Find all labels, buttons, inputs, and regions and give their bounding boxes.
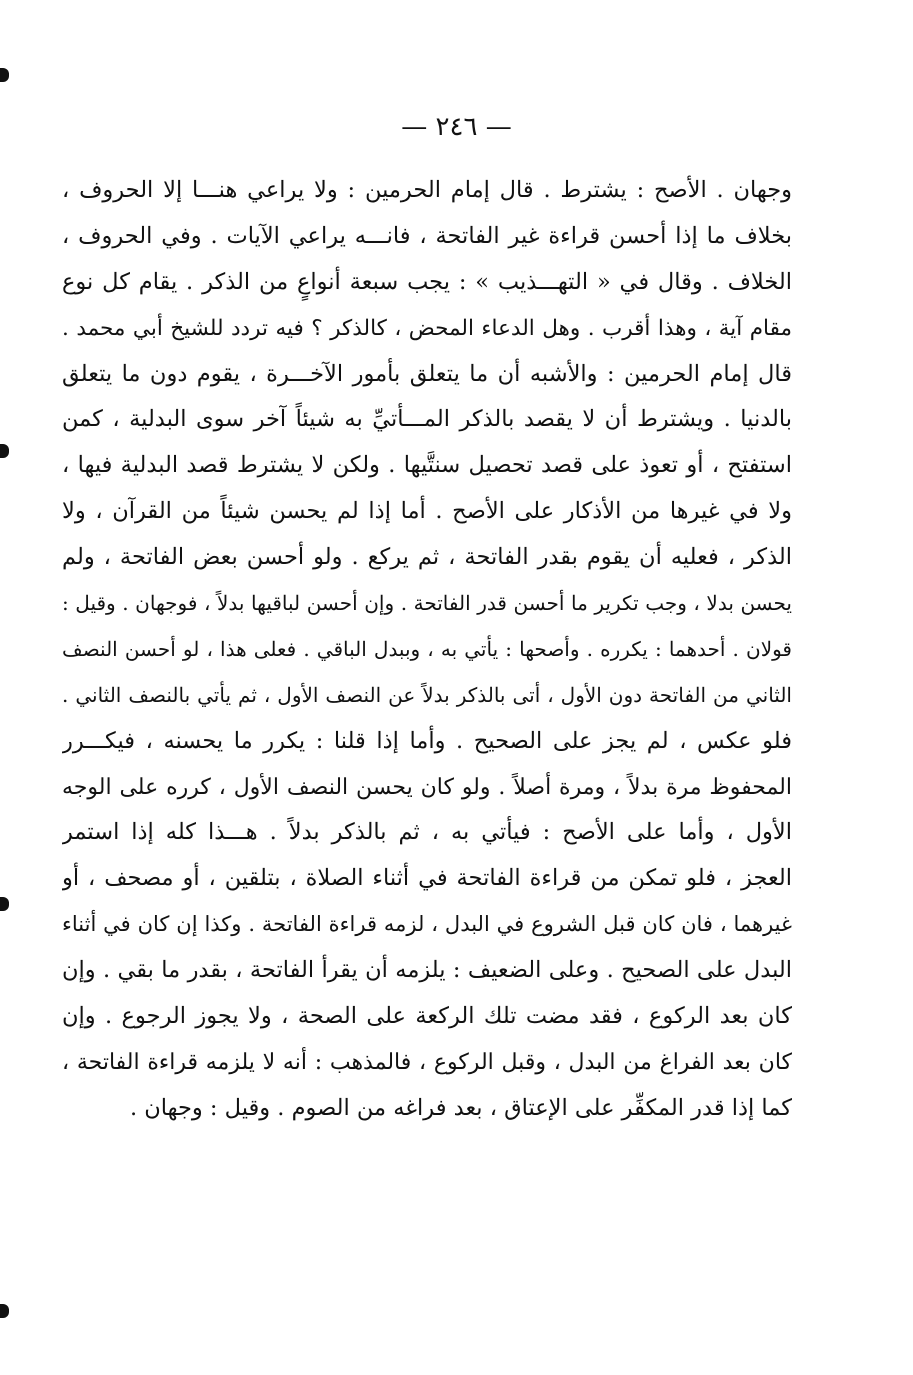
text-line: المحفوظ مرة بدلاً ، ومرة أصلاً . ولو كان يحسن النصف الأول ، كرره على الوجه [62, 774, 792, 800]
scan-edge-mark [0, 68, 9, 82]
text-line: الأول ، وأما على الأصح : فيأتي به ، ثم بالذكر بدلاً . هـــذا كله إذا استمر [62, 819, 792, 846]
text-line: وجهان . الأصح : يشترط . قال إمام الحرمين : ولا يراعي هنـــا إلا الحروف ، [62, 177, 792, 203]
text-line: كان بعد الفراغ من البدل ، وقبل الركوع ، فالمذهب : أنه لا يلزمه قراءة الفاتحة ، [62, 1049, 792, 1075]
text-line: العجز ، فلو تمكن من قراءة الفاتحة في أثناء الصلاة ، بتلقين ، أو مصحف ، أو [62, 865, 792, 892]
text-line: قولان . أحدهما : يكرره . وأصحها : يأتي به ، وببدل الباقي . فعلى هذا ، لو أحسن النصف [62, 636, 792, 661]
text-line: يحسن بدلا ، وجب تكرير ما أحسن قدر الفاتحة . وإن أحسن لباقيها بدلاً ، فوجهان . وقيل : [62, 591, 792, 616]
text-line: بالدنيا . ويشترط أن لا يقصد بالذكر المـــأتيِّ به شيئاً آخر سوى البدلية ، كمن [62, 406, 792, 433]
text-line: بخلاف ما إذا أحسن قراءة غير الفاتحة ، فانـــه يراعي الآيات . وفي الحروف ، [62, 222, 792, 249]
scan-edge-mark [0, 1304, 9, 1318]
text-line: مقام آية ، وهذا أقرب . وهل الدعاء المحض ، كالذكر ؟ فيه تردد للشيخ أبي محمد . [62, 315, 792, 341]
text-line: كما إذا قدر المكفِّر على الإعتاق ، بعد فراغه من الصوم . وقيل : وجهان . [129, 1094, 792, 1121]
page-number: — ٢٤٦ — [401, 112, 512, 142]
text-line: ولا في غيرها من الأذكار على الأصح . أما إذا لم يحسن شيئاً من القرآن ، ولا [62, 498, 792, 525]
text-line: غيرهما ، فان كان قبل الشروع في البدل ، لزمه قراءة الفاتحة . وكذا إن كان في أثناء [62, 912, 792, 937]
text-line: استفتح ، أو تعوذ على قصد تحصيل سنتَّيها . ولكن لا يشترط قصد البدلية فيها ، [62, 452, 792, 479]
text-line: البدل على الصحيح . وعلى الضعيف : يلزمه أن يقرأ الفاتحة ، بقدر ما بقي . وإن [62, 957, 792, 984]
scan-edge-mark [0, 897, 9, 911]
text-line: قال إمام الحرمين : والأشبه أن ما يتعلق بأمور الآخـــرة ، يقوم دون ما يتعلق [62, 360, 792, 387]
body-text [62, 168, 792, 1132]
text-line: الخلاف . وقال في « التهـــذيب » : يجب سبعة أنواعٍ من الذكر . يقام كل نوع [62, 268, 792, 295]
text-line: الذكر ، فعليه أن يقوم بقدر الفاتحة ، ثم يركع . ولو أحسن بعض الفاتحة ، ولم [62, 544, 792, 571]
text-line: فلو عكس ، لم يجز على الصحيح . وأما إذا قلنا : يكرر ما يحسنه ، فيكـــرر [62, 727, 792, 754]
text-line: الثاني من الفاتحة دون الأول ، أتى بالذكر بدلاً عن النصف الأول ، ثم يأتي بالنصف الثاني . [62, 682, 792, 707]
scan-edge-mark [0, 444, 9, 458]
text-line: كان بعد الركوع ، فقد مضت تلك الركعة على الصحة ، ولا يجوز الرجوع . وإن [62, 1003, 792, 1030]
